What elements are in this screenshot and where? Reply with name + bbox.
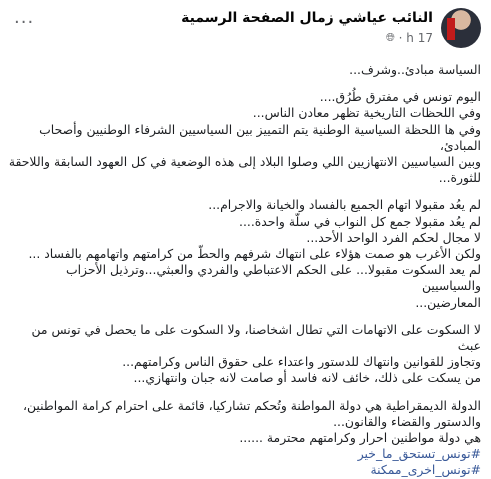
paragraph: الدولة الديمقراطية هي دولة المواطنة وتُحكم تشاركيا، قائمة على احترام كرامة المواطنين، والدستور والقضاء والقانون... هي دولة مواطنين احرار وكرامتهم محترمة ......	[22, 397, 481, 446]
paragraph: السياسة مبادئ..وشرف...	[349, 62, 481, 77]
globe-icon[interactable]: 🌐︎	[385, 30, 395, 44]
paragraph: لم يعُد مقبولا اتهام الجميع بالفساد والخيانة والاجرام... لم يعُد مقبولا جمع كل النواب في سلّة واحدة.... لا مجال لحكم الفرد الواحد الأحد... ولكن الأغرب هو صمت هؤلاء على انتهاك شرفهم والحطّ من كرامتهم واتهامهم بالفساد ... لم يعد السكوت مقبولا... على الحكم الاعتباطي والفردي والعبثي...وترذيل الأحزاب والسياسيين المعارضين...	[28, 197, 481, 310]
post-header	[10, 6, 481, 50]
paragraph: اليوم تونس في مفترق طُرُق.... وفي اللحظات التاريخية تظهر معادن الناس... وفي ها اللحظة السياسية الوطنية يتم التمييز بين السياسيين الشرفاء الوطنيين وأصحاب المبادئ، وبين السياسيين الانتهازيين اللي وصلوا البلاد إلى هذه الوضعية في كل العهود السابقة واللاحقة للثورة...	[8, 89, 481, 186]
hashtag-link[interactable]: #تونس_اخرى_ممكنة	[370, 462, 481, 478]
meta-separator: ·	[398, 30, 403, 45]
hashtag-link[interactable]: #تونس_تستحق_ما_خير	[357, 446, 481, 462]
post-time[interactable]: 17 h	[406, 30, 433, 45]
post-meta	[386, 30, 433, 45]
author-name[interactable]: النائب عياشي زمال الصفحة الرسمية	[181, 10, 433, 26]
paragraph: لا السكوت على الاتهامات التي تطال اشخاصنا، ولا السكوت على ما يحصل في تونس من عبث وتجاوز للقوانين وانتهاك للدستور واعتداء على حقوق الناس وكرامتهم... من يسكت على ذلك، خائف لانه فاسد أو صامت لانه جبان وانتهازي...	[31, 321, 481, 386]
post-body	[8, 62, 481, 479]
author-avatar[interactable]	[441, 8, 481, 48]
ellipsis-icon[interactable]: ···	[14, 12, 35, 33]
